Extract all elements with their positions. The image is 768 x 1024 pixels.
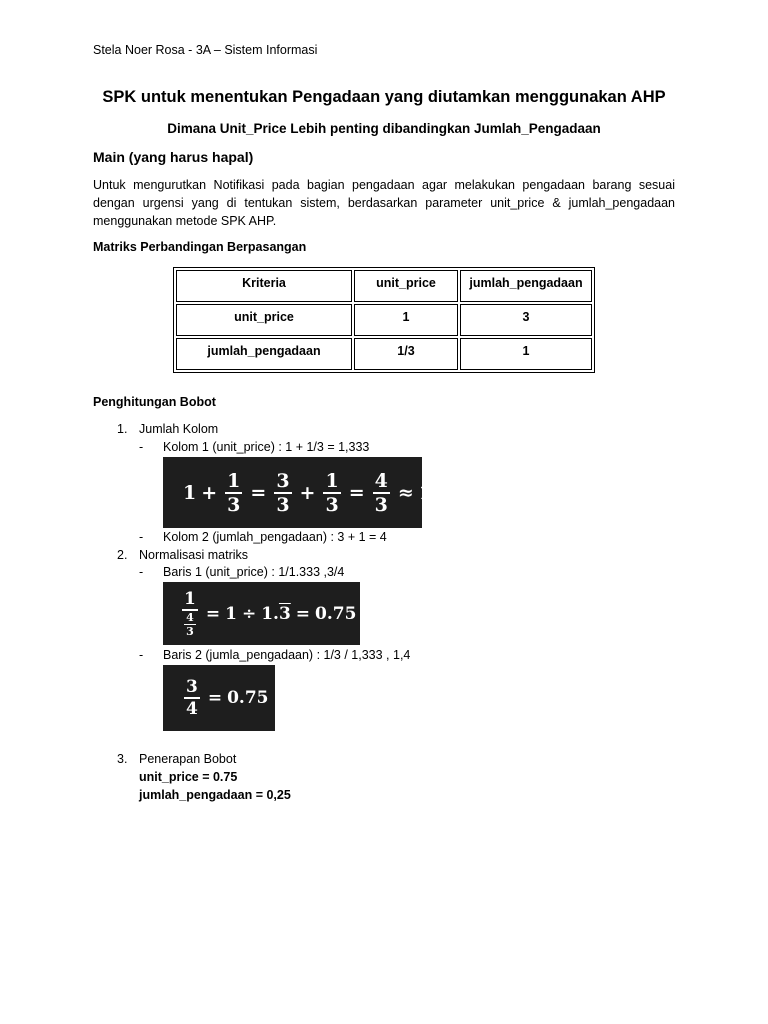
math-operator: ≈ (397, 481, 414, 504)
table-row (176, 304, 592, 336)
baris2-line: Baris 2 (jumla_pengadaan) : 1/3 / 1,333 , 1,4 (163, 648, 411, 662)
math-operator: = (250, 481, 267, 504)
author-line: Stela Noer Rosa - 3A – Sistem Informasi (93, 43, 318, 57)
math-term: 1. (418, 481, 439, 504)
math-fraction: $\frac{4}{3}$ (186, 611, 194, 638)
math-repeating-digit: 3 (278, 603, 291, 624)
table-cell: 3 (460, 304, 592, 336)
bobot-heading: Penghitungan Bobot (93, 395, 216, 409)
main-heading: Main (yang harus hapal) (93, 149, 254, 165)
table-cell: jumlah_pengadaan (176, 338, 352, 370)
math-term: 0.75 (227, 688, 269, 708)
math-operator: = (348, 481, 365, 504)
math-term: 0.75 (315, 603, 357, 624)
list-dash: - (139, 565, 144, 579)
formula-kolom1 (163, 457, 452, 528)
document-title: SPK untuk menentukan Pengadaan yang diutamkan menggunakan AHP (102, 88, 666, 106)
weight-unit-price: unit_price = 0.75 (139, 770, 238, 784)
math-term: 1. (261, 603, 279, 624)
weight-jumlah-pengadaan: jumlah_pengadaan = 0,25 (139, 788, 291, 802)
math-fraction: $\frac{3}{3}$ (276, 469, 290, 516)
math-fraction: $\frac{3}{4}$ (186, 677, 198, 719)
math-fraction: $\frac{4}{3}$ (374, 469, 388, 516)
math-operator: + (201, 481, 218, 504)
math-repeating-digit: 3 (438, 481, 452, 504)
step-label: Jumlah Kolom (139, 422, 219, 436)
math-operator: = (207, 688, 223, 708)
math-operator: = (205, 603, 221, 624)
table-cell: 1 (460, 338, 592, 370)
formula-baris1 (163, 582, 360, 645)
step-number: 1. (117, 422, 128, 436)
list-dash: - (139, 530, 144, 544)
table-cell: unit_price (176, 304, 352, 336)
kolom1-line: Kolom 1 (unit_price) : 1 + 1/3 = 1,333 (163, 440, 370, 454)
math-fraction: $\frac{1}{\frac{4}{3}}$ (184, 589, 196, 638)
table-cell: 1 (354, 304, 458, 336)
baris1-line: Baris 1 (unit_price) : 1/1.333 ,3/4 (163, 565, 345, 579)
math-fraction: $\frac{1}{3}$ (325, 469, 339, 516)
math-term: 1 (225, 603, 237, 624)
math-operator: = (295, 603, 311, 624)
math-operator: + (299, 481, 316, 504)
matrix-title: Matriks Perbandingan Berpasangan (93, 240, 307, 254)
step-label: Penerapan Bobot (139, 752, 237, 766)
list-dash: - (139, 648, 144, 662)
list-dash: - (139, 440, 144, 454)
intro-paragraph: Untuk mengurutkan Notifikasi pada bagian pengadaan agar melakukan pengadaan barang sesuai dengan urgensi yang di tentukan sistem, berdasarkan parameter unit_price & jumlah_pengadaan menggunakan metode SPK AHP. (93, 178, 675, 228)
math-operator: ÷ (241, 603, 257, 624)
table-header-cell: unit_price (354, 270, 458, 302)
table-header-cell: Kriteria (176, 270, 352, 302)
document-subtitle: Dimana Unit_Price Lebih penting dibandingkan Jumlah_Pengadaan (167, 121, 601, 136)
comparison-matrix (173, 267, 595, 373)
math-term: 1 (183, 481, 197, 504)
table-row (176, 338, 592, 370)
step-label: Normalisasi matriks (139, 548, 249, 562)
formula-baris2 (163, 665, 275, 731)
step-number: 3. (117, 752, 128, 766)
table-cell: 1/3 (354, 338, 458, 370)
table-row (176, 270, 592, 302)
kolom2-line: Kolom 2 (jumlah_pengadaan) : 3 + 1 = 4 (163, 530, 387, 544)
math-fraction: $\frac{1}{3}$ (227, 469, 241, 516)
table-header-cell: jumlah_pengadaan (460, 270, 592, 302)
step-number: 2. (117, 548, 128, 562)
